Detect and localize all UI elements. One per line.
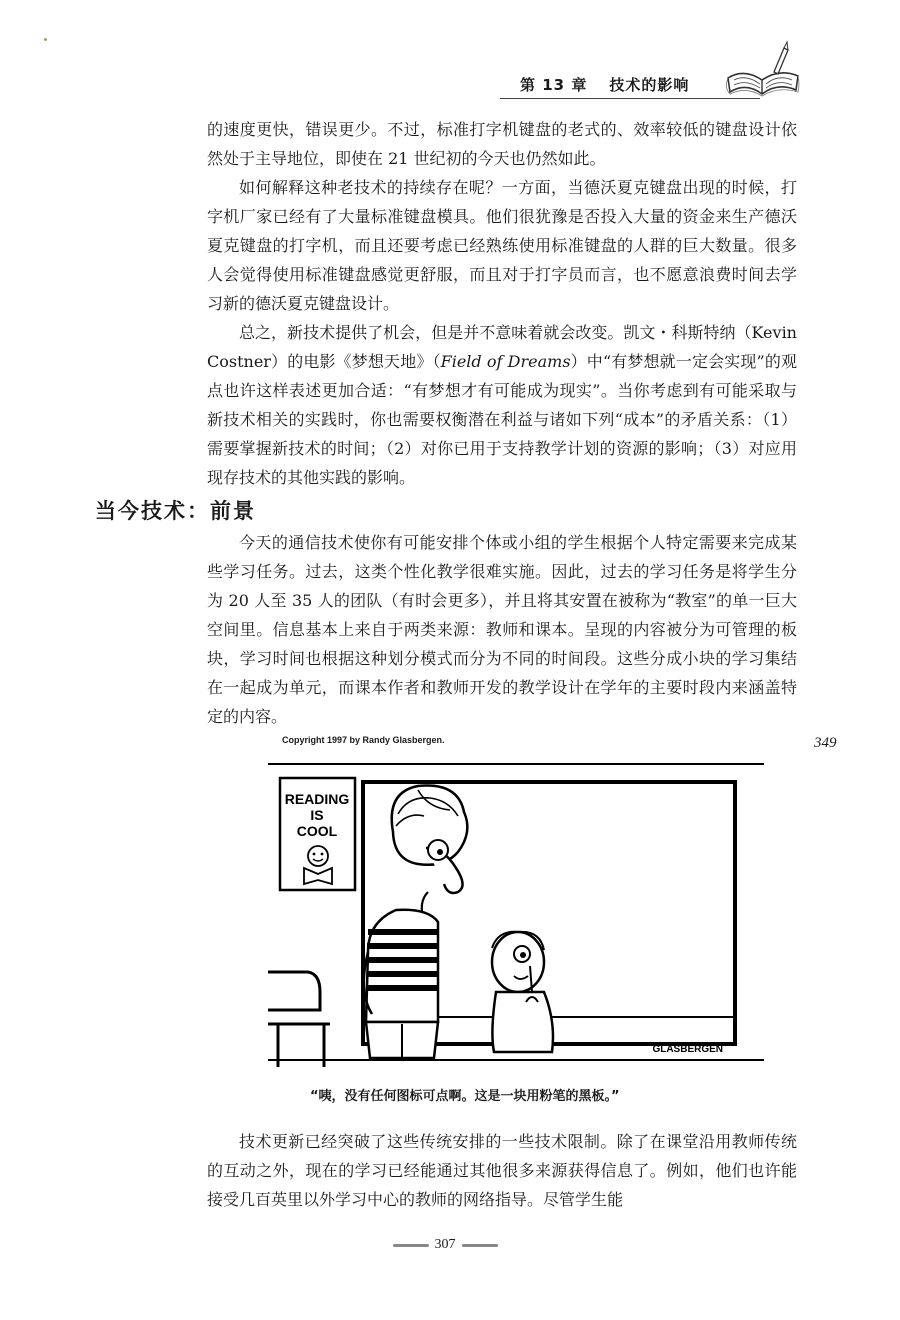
- costner-text-1: 总之，新技术提供了机会，但是并不意味着就会改变。凯文・科斯特纳（Kevin Costner）的电影《梦想天地》（: [207, 323, 797, 371]
- costner-text-2: ）中“有梦想就一定会实现”的观点也许这样表述更加合适：“有梦想才有可能成为现实”。当你考虑到有可能采取与新技术相关的实践时，你也需要权衡潜在利益与诸如下列“成本”的矛盾关系：（1）需要掌握新技术的时间；（2）对你已用于支持教学计划的资源的影响；（3）对应用现存技术的其他实践的影响。: [207, 352, 797, 487]
- paragraph-tech-update: 技术更新已经突破了这些传统安排的一些技术限制。除了在课堂沿用教师传统的互动之外，现在的学习已经能通过其他很多来源获得信息了。例如，他们也许能接受几百英里以外学习中心的教师的网络指导。尽管学生能: [207, 1132, 797, 1209]
- child-figure: [492, 932, 553, 1052]
- header-rule: [500, 98, 760, 99]
- paragraph-communication-tech: 今天的通信技术使你有可能安排个体或小组的学生根据个人特定需要来完成某些学习任务。过去，这类个性化教学很难实施。因此，过去的学习任务是将学生分为 20 人至 35 人的团队（有时会更多），并且将其安置在被称为“教室”的单一巨大空间里。信息基本上来自于两类来源：教师和课本。呈现的内容被分为可管理的板块，学习时间也根据这种划分模式而分为不同的时间段。这些分成小块的学习集结在一起成为单元，而课本作者和教师开发的教学设计在学年的主要时段内来涵盖特定的内容。: [207, 533, 797, 726]
- section-heading: 当今技术：前景: [95, 499, 256, 523]
- footer-ornament-left: [393, 1244, 429, 1247]
- poster-line-3: COOL: [296, 823, 338, 839]
- chapter-title: 技术的影响: [609, 75, 690, 94]
- chapter-number: 第 13 章: [520, 75, 588, 94]
- cartoon-caption: “咦，没有任何图标可点啊。这是一块用粉笔的黑板。”: [310, 1089, 620, 1104]
- running-head: [520, 70, 720, 98]
- cartoon-illustration: [268, 752, 764, 1080]
- margin-page-number: 349: [814, 735, 837, 751]
- page-footer: [370, 1233, 520, 1257]
- desk-chair: [268, 972, 330, 1067]
- body-text-bottom: [207, 1127, 797, 1214]
- body-text-top: [207, 115, 797, 492]
- corner-mark: [44, 38, 47, 41]
- film-title: Field of Dreams: [440, 352, 571, 371]
- reading-poster: [280, 778, 355, 890]
- artist-signature: GLASBERGEN: [652, 1044, 723, 1055]
- poster-line-1: READING: [284, 791, 350, 807]
- poster-line-2: IS: [310, 807, 324, 823]
- open-book-icon: [722, 38, 802, 100]
- paragraph-typing-speed: 的速度更快，错误更少。不过，标准打字机键盘的老式的、效率较低的键盘设计依然处于主导地位，即使在 21 世纪初的今天也仍然如此。: [207, 120, 797, 168]
- body-text-section: [207, 528, 797, 731]
- paragraph-dvorak: 如何解释这种老技术的持续存在呢？一方面，当德沃夏克键盘出现的时候，打字机厂家已经有了大量标准键盘模具。他们很犹豫是否投入大量的资金来生产德沃夏克键盘的打字机，而且还要考虑已经熟练使用标准键盘的人群的巨大数量。很多人会觉得使用标准键盘感觉更舒服，而且对于打字员而言，也不愿意浪费时间去学习新的德沃夏克键盘设计。: [207, 178, 797, 313]
- footer-ornament-right: [462, 1244, 498, 1247]
- cartoon-copyright: Copyright 1997 by Randy Glasbergen.: [282, 735, 445, 745]
- paragraph-costner: [207, 318, 797, 492]
- page-number: 307: [434, 1237, 456, 1252]
